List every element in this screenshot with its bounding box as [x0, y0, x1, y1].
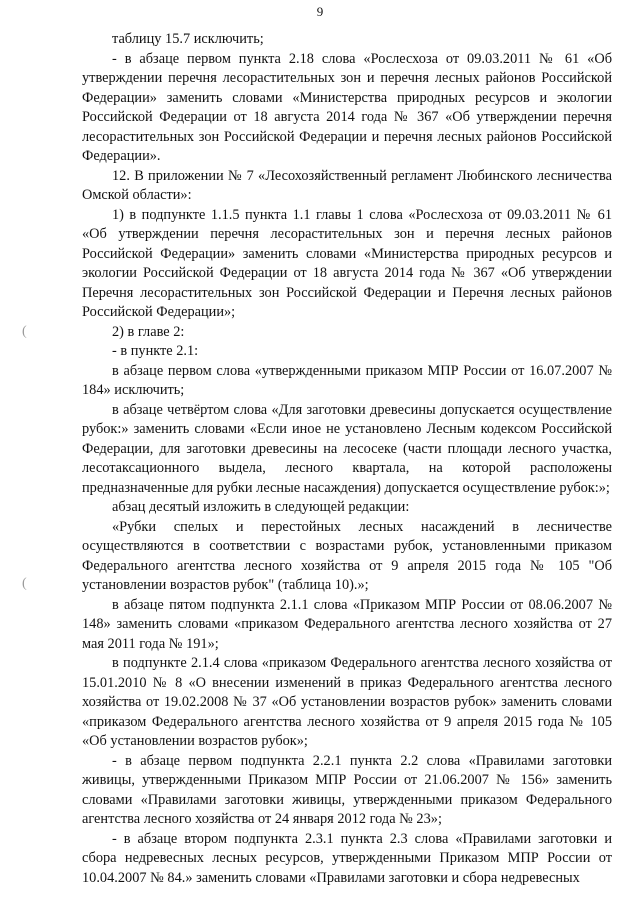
paragraph: 2) в главе 2: — [112, 323, 185, 340]
paragraph: в абзаце четвёртом слова «Для заготовки древесины допускается осуществление рубок:» заменить словами «Если иное не установлено Лесным кодексом Российской Федерации, для заготовки древесины на лесосеке (части площади лесного участка, лесотаксационного выдела, лесного квартала, на которой расположены предназначенные для рубки лесные насаждения) допускается осуществление рубок:»; — [82, 401, 612, 496]
document-body — [82, 30, 612, 888]
paragraph: - в абзаце первом подпункта 2.2.1 пункта 2.2 слова «Правилами заготовки живицы, утвержденными Приказом МПР России от 21.06.2007 № 156» заменить словами «Правилами заготовки живицы, утвержденными приказом Федерального агентства лесного хозяйства от 24 января 2012 года № 23»; — [82, 752, 612, 827]
page-number: 9 — [316, 4, 324, 19]
paragraph: в абзаце первом слова «утвержденными приказом МПР России от 16.07.2007 № 184» исключить; — [82, 362, 612, 398]
margin-mark: ( — [22, 576, 27, 591]
margin-mark: ( — [22, 324, 27, 339]
paragraph: - в абзаце первом пункта 2.18 слова «Рослесхоза от 09.03.2011 № 61 «Об утверждении перечня лесорастительных зон и перечня лесных районов Российской Федерации» заменить словами «Министерства природных ресурсов и экологии Российской Федерации от 18 августа 2014 года № 367 «Об утверждении перечня лесорастительных зон Российской Федерации и перечня лесных районов Российской Федерации». — [82, 50, 612, 164]
paragraph: 12. В приложении № 7 «Лесохозяйственный регламент Любинского лесничества Омской области»: — [82, 167, 612, 203]
paragraph: «Рубки спелых и перестойных лесных насаждений в лесничестве осуществляются в соответствии с возрастами рубок, установленными приказом Федерального агентства лесного хозяйства от 9 апреля 2015 года № 105 "Об установлении возрастов рубок" (таблица 10).»; — [82, 518, 612, 593]
paragraph: абзац десятый изложить в следующей редакции: — [112, 499, 410, 515]
paragraph: - в абзаце втором подпункта 2.3.1 пункта 2.3 слова «Правилами заготовки и сбора недревесных лесных ресурсов, утвержденными Приказом МПР России от 10.04.2007 № 84.» заменить словами «Правилами заготовки и сбора недревесных — [82, 830, 612, 886]
paragraph: в абзаце пятом подпункта 2.1.1 слова «Приказом МПР России от 08.06.2007 № 148» заменить словами «приказом Федерального агентства лесного хозяйства от 27 мая 2011 года № 191»; — [82, 596, 612, 652]
paragraph: 1) в подпункте 1.1.5 пункта 1.1 главы 1 слова «Рослесхоза от 09.03.2011 № 61 «Об утверждении перечня лесорастительных зон и перечня лесных районов Российской Федерации» заменить словами «Министерства природных ресурсов и экологии Российской Федерации от 18 августа 2014 года № 367 «Об утверждении Перечня лесорастительных зон Российской Федерации и Перечня лесных районов Российской Федерации»; — [82, 206, 612, 320]
paragraph: в подпункте 2.1.4 слова «приказом Федерального агентства лесного хозяйства от 15.01.2010 № 8 «О внесении изменений в приказ Федерального агентства лесного хозяйства от 19.02.2008 № 37 «Об установлении возрастов рубок» заменить словами «приказом Федерального агентства лесного хозяйства от 9 апреля 2015 года № 105 «Об установлении возрастов рубок»; — [82, 655, 612, 749]
paragraph: таблицу 15.7 исключить; — [112, 31, 264, 47]
paragraph: - в пункте 2.1: — [112, 343, 199, 359]
